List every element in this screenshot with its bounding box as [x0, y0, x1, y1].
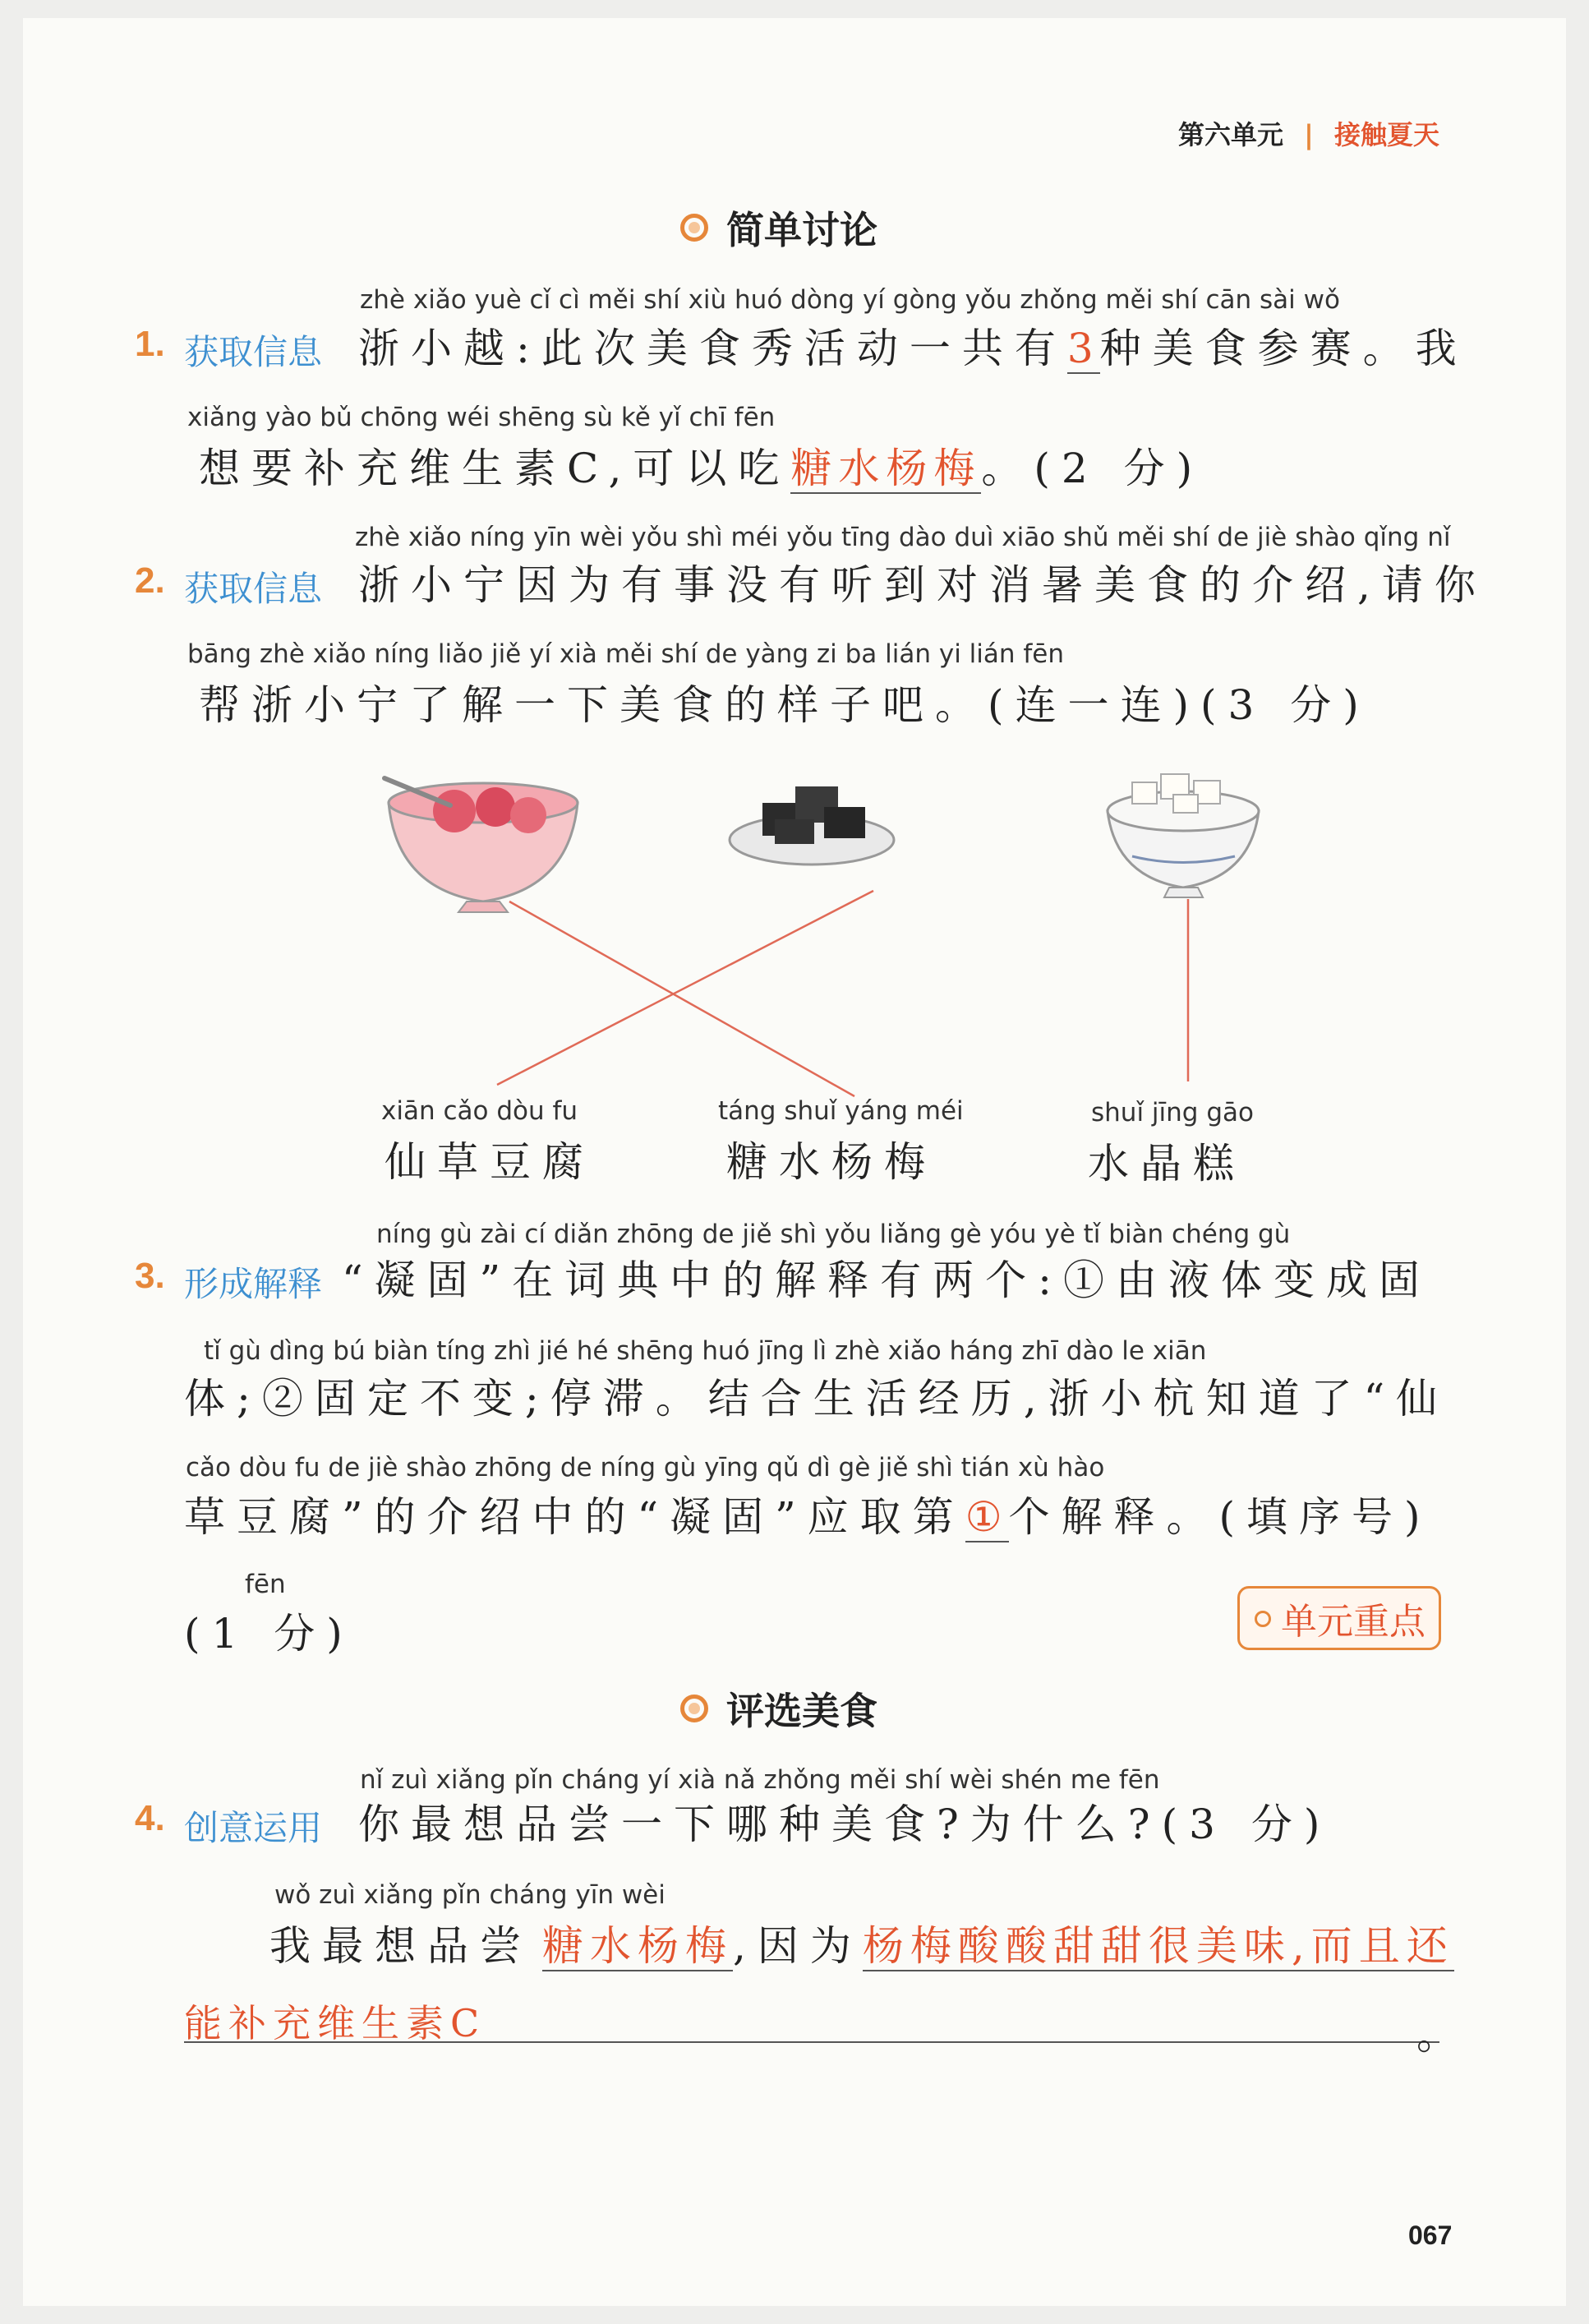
header-divider: | [1304, 119, 1314, 150]
pinyin-row: zhè xiǎo yuè cǐ cì měi shí xiù huó dòng yí gòng yǒu zhǒng měi shí cān sài wǒ [360, 285, 1340, 315]
answer-index: ① [965, 1493, 1009, 1541]
answer-count: 3 [1066, 325, 1100, 372]
pinyin-row: níng gù zài cí diǎn zhōng de jiě shì yǒu liǎng gè yóu yè tǐ biàn chéng gù [376, 1220, 1291, 1249]
pinyin-row: wǒ zuì xiǎng pǐn cháng yīn wèi [274, 1880, 666, 1910]
question-text: 浙小越:此次美食秀活动一共有 [358, 325, 1067, 372]
section-title-text: 简单讨论 [726, 208, 877, 252]
pinyin-row: zhè xiǎo níng yīn wèi yǒu shì méi yǒu tīng dào duì xiāo shǔ měi shí de jiè shào qǐng nǐ [355, 523, 1451, 552]
question-tag: 获取信息 [184, 332, 323, 372]
crystal-cake-bowl-icon [1108, 774, 1259, 897]
pinyin-row: bāng zhè xiǎo níng liǎo jiě yí xià měi shí de yàng zi ba lián yi lián fēn [187, 639, 1065, 669]
match-line [497, 891, 873, 1085]
answer-reason: 能补充维生素C [184, 2001, 486, 2045]
matching-illustration [23, 18, 1566, 1185]
answer-food: 糖水杨梅 [790, 445, 982, 492]
question-line: (1 分) [184, 1610, 354, 1658]
circle-bullet-icon [680, 1695, 708, 1722]
section-title-selection [680, 1681, 877, 1736]
question-number: 4. [135, 1798, 165, 1838]
page-number: 067 [1408, 2220, 1453, 2250]
bayberry-bowl-icon [385, 778, 578, 912]
question-text: 个解释。(填序号) [1008, 1493, 1432, 1541]
label-pinyin: táng shuǐ yáng méi [718, 1096, 964, 1126]
section-title-text: 评选美食 [726, 1689, 877, 1733]
question-number: 3. [135, 1256, 165, 1296]
sentence-end: 。 [1416, 2011, 1469, 2059]
pinyin-row: cǎo dòu fu de jiè shào zhōng de níng gù yīng qǔ dì gè jiě shì tián xù hào [186, 1453, 1105, 1482]
question-text: 。(2 分) [981, 445, 1204, 492]
grass-jelly-plate-icon [730, 786, 894, 865]
question-line: 你最想品尝一下哪种美食?为什么?(3 分) [358, 1801, 1332, 1848]
question-line: 体;②固定不变;停滞。结合生活经历,浙小杭知道了“仙 [184, 1375, 1449, 1423]
question-text: 种美食参赛。我 [1099, 325, 1468, 372]
pinyin-row: nǐ zuì xiǎng pǐn cháng yí xià nǎ zhǒng měi shí wèi shén me fēn [360, 1765, 1160, 1795]
question-text: ,因为 [733, 1922, 863, 1970]
question-number: 1. [135, 324, 165, 364]
label-pinyin: shuǐ jīng gāo [1091, 1098, 1254, 1127]
key-point-badge: 单元重点 [1237, 1586, 1441, 1650]
question-line: “凝固”在词典中的解释有两个:①由液体变成固 [342, 1257, 1431, 1304]
food-label: 仙草豆腐 [385, 1138, 595, 1186]
match-line [509, 901, 854, 1096]
question-number: 2. [135, 560, 165, 601]
answer-line [269, 1913, 1454, 1972]
question-line: 浙小宁因为有事没有听到对消暑美食的介绍,请你 [358, 561, 1487, 609]
pinyin-row: tǐ gù dìng bú biàn tíng zhì jié hé shēng huó jīng lì zhè xiǎo háng zhī dào le xiān [204, 1336, 1207, 1366]
question-line: 帮浙小宁了解一下美食的样子吧。(连一连)(3 分) [199, 681, 1370, 729]
pinyin-row: xiǎng yào bǔ chōng wéi shēng sù kě yǐ chī fēn [187, 403, 776, 432]
topic-label: 接触夏天 [1333, 119, 1439, 150]
question-tag: 创意运用 [184, 1808, 323, 1848]
question-text: 想要补充维生素C,可以吃 [199, 445, 791, 492]
unit-label: 第六单元 [1178, 119, 1284, 150]
question-line [184, 1484, 1432, 1543]
question-tag: 形成解释 [184, 1264, 323, 1304]
answer-reason: 杨梅酸酸甜甜很美味,而且还 [862, 1922, 1454, 1970]
pinyin-row: fēn [245, 1570, 286, 1599]
question-tag: 获取信息 [184, 569, 323, 609]
food-label: 糖水杨梅 [726, 1138, 937, 1186]
workbook-page [23, 18, 1566, 2306]
question-text: 我最想品尝 [269, 1922, 532, 1970]
answer-food: 糖水杨梅 [542, 1922, 733, 1970]
answer-line-2 [184, 1994, 1439, 2043]
label-pinyin: xiān cǎo dòu fu [381, 1096, 578, 1126]
food-label: 水晶糕 [1088, 1140, 1246, 1187]
question-text: 草豆腐”的介绍中的“凝固”应取第 [184, 1493, 965, 1541]
